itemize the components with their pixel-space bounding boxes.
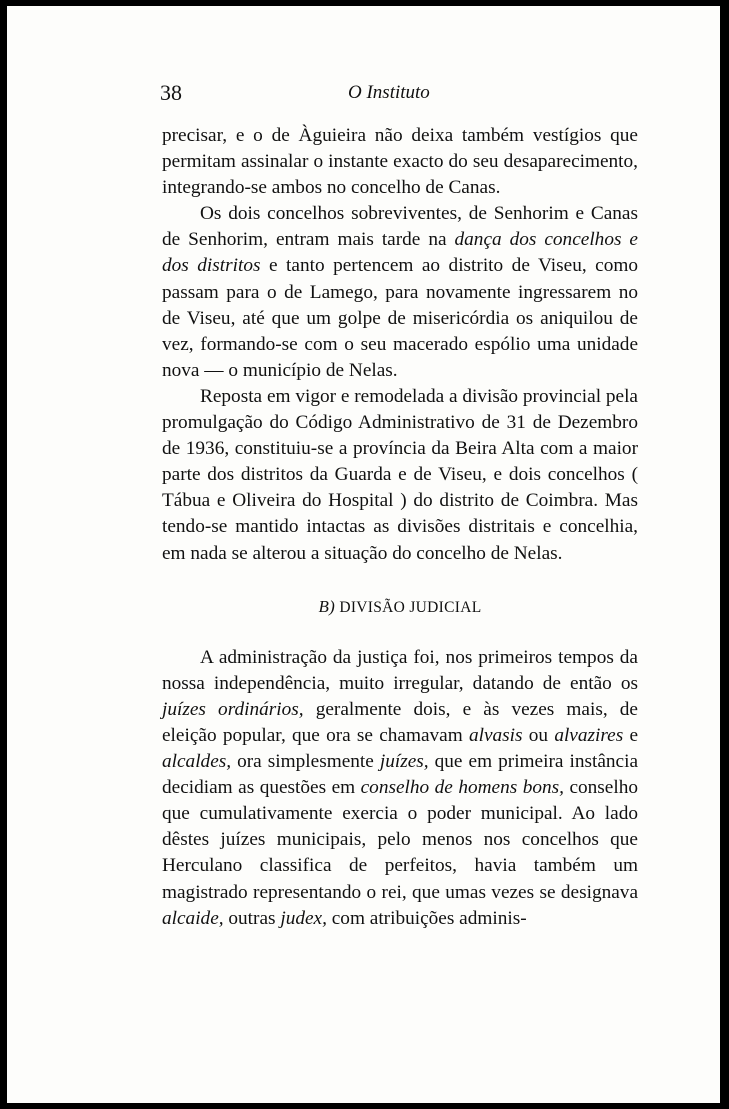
paragraph-4 xyxy=(162,645,638,932)
paragraph-4-text-m: conselho que cumulativamente exercia o poder municipal. Ao lado dêstes juízes municipais, pelo menos nos concelhos que Herculano classifica de perfeitos, havia também um magistrado representando o rei, que umas vezes se designava xyxy=(162,777,639,903)
paragraph-1-text: precisar, e o de Àguieira não deixa também vestígios que permitam assinalar o instante exacto do seu desaparecimento, integrando-se ambos no concelho de Canas. xyxy=(162,125,638,199)
paragraph-4-italic-d: alvasis xyxy=(468,724,523,746)
paragraph-4-text-q: com atribuições adminis- xyxy=(326,907,527,929)
paragraph-3 xyxy=(162,384,638,567)
paragraph-4-italic-l: conselho de homens bons, xyxy=(360,777,564,799)
section-heading xyxy=(162,594,638,621)
paragraph-4-italic-h: alcaldes, xyxy=(162,751,232,773)
running-title: O Instituto xyxy=(348,82,430,103)
body-text xyxy=(162,123,638,932)
paragraph-4-italic-j: juízes, xyxy=(379,751,429,773)
page-number: 38 xyxy=(160,80,182,105)
book-page xyxy=(7,6,720,1103)
paragraph-2-italic: dança dos concelhos e dos distritos xyxy=(162,229,638,277)
paragraph-4-italic-b: juízes ordinários, xyxy=(162,698,304,720)
paragraph-1 xyxy=(162,123,638,201)
paragraph-4-text-k: que em primeira instância decidiam as questões em xyxy=(162,751,639,799)
paragraph-4-text-a: A administração da justiça foi, nos primeiros tempos da nossa independência, muito irregular, datando de então os xyxy=(162,646,638,694)
paragraph-4-italic-f: alvazires xyxy=(554,724,624,746)
paragraph-4-italic-n: alcaide, xyxy=(162,907,224,929)
page-header xyxy=(7,80,720,114)
paragraph-4-text-g: e xyxy=(623,724,639,746)
paragraph-4-italic-p: judex, xyxy=(280,907,327,929)
section-letter: B) xyxy=(318,596,336,616)
paragraph-4-text-c: geralmente dois, e às vezes mais, de eleição popular, que ora se chamavam xyxy=(162,698,638,746)
paragraph-2-text-c: e tanto pertencem ao distrito de Viseu, como passam para o de Lamego, para novamente ingressarem no de Viseu, até que um golpe de misericórdia os aniquilou de vez, formando-se com o seu macerado espólio uma unidade nova — o município de Nelas. xyxy=(162,255,638,381)
paragraph-3-text: Reposta em vigor e remodelada a divisão provincial pela promulgação do Código Administrativo de 31 de Dezembro de 1936, constituiu-se a província da Beira Alta com a maior parte dos distritos da Guarda e de Viseu, e dois concelhos ( Tábua e Oliveira do Hospital ) do distrito de Coimbra. Mas tendo-se mantido intactas as divisões distritais e concelhia, em nada se alterou a situação do concelho de Nelas. xyxy=(162,385,638,564)
paragraph-4-text-o: outras xyxy=(223,907,281,929)
paragraph-4-text-i: ora simplesmente xyxy=(231,751,380,773)
section-title: DIVISÃO JUDICIAL xyxy=(339,598,482,616)
paragraph-4-text-e: ou xyxy=(522,724,555,746)
paragraph-2-text-a: Os dois concelhos sobreviventes, de Senhorim e Canas de Senhorim, entram mais tarde na xyxy=(162,203,638,251)
paragraph-2 xyxy=(162,201,638,384)
